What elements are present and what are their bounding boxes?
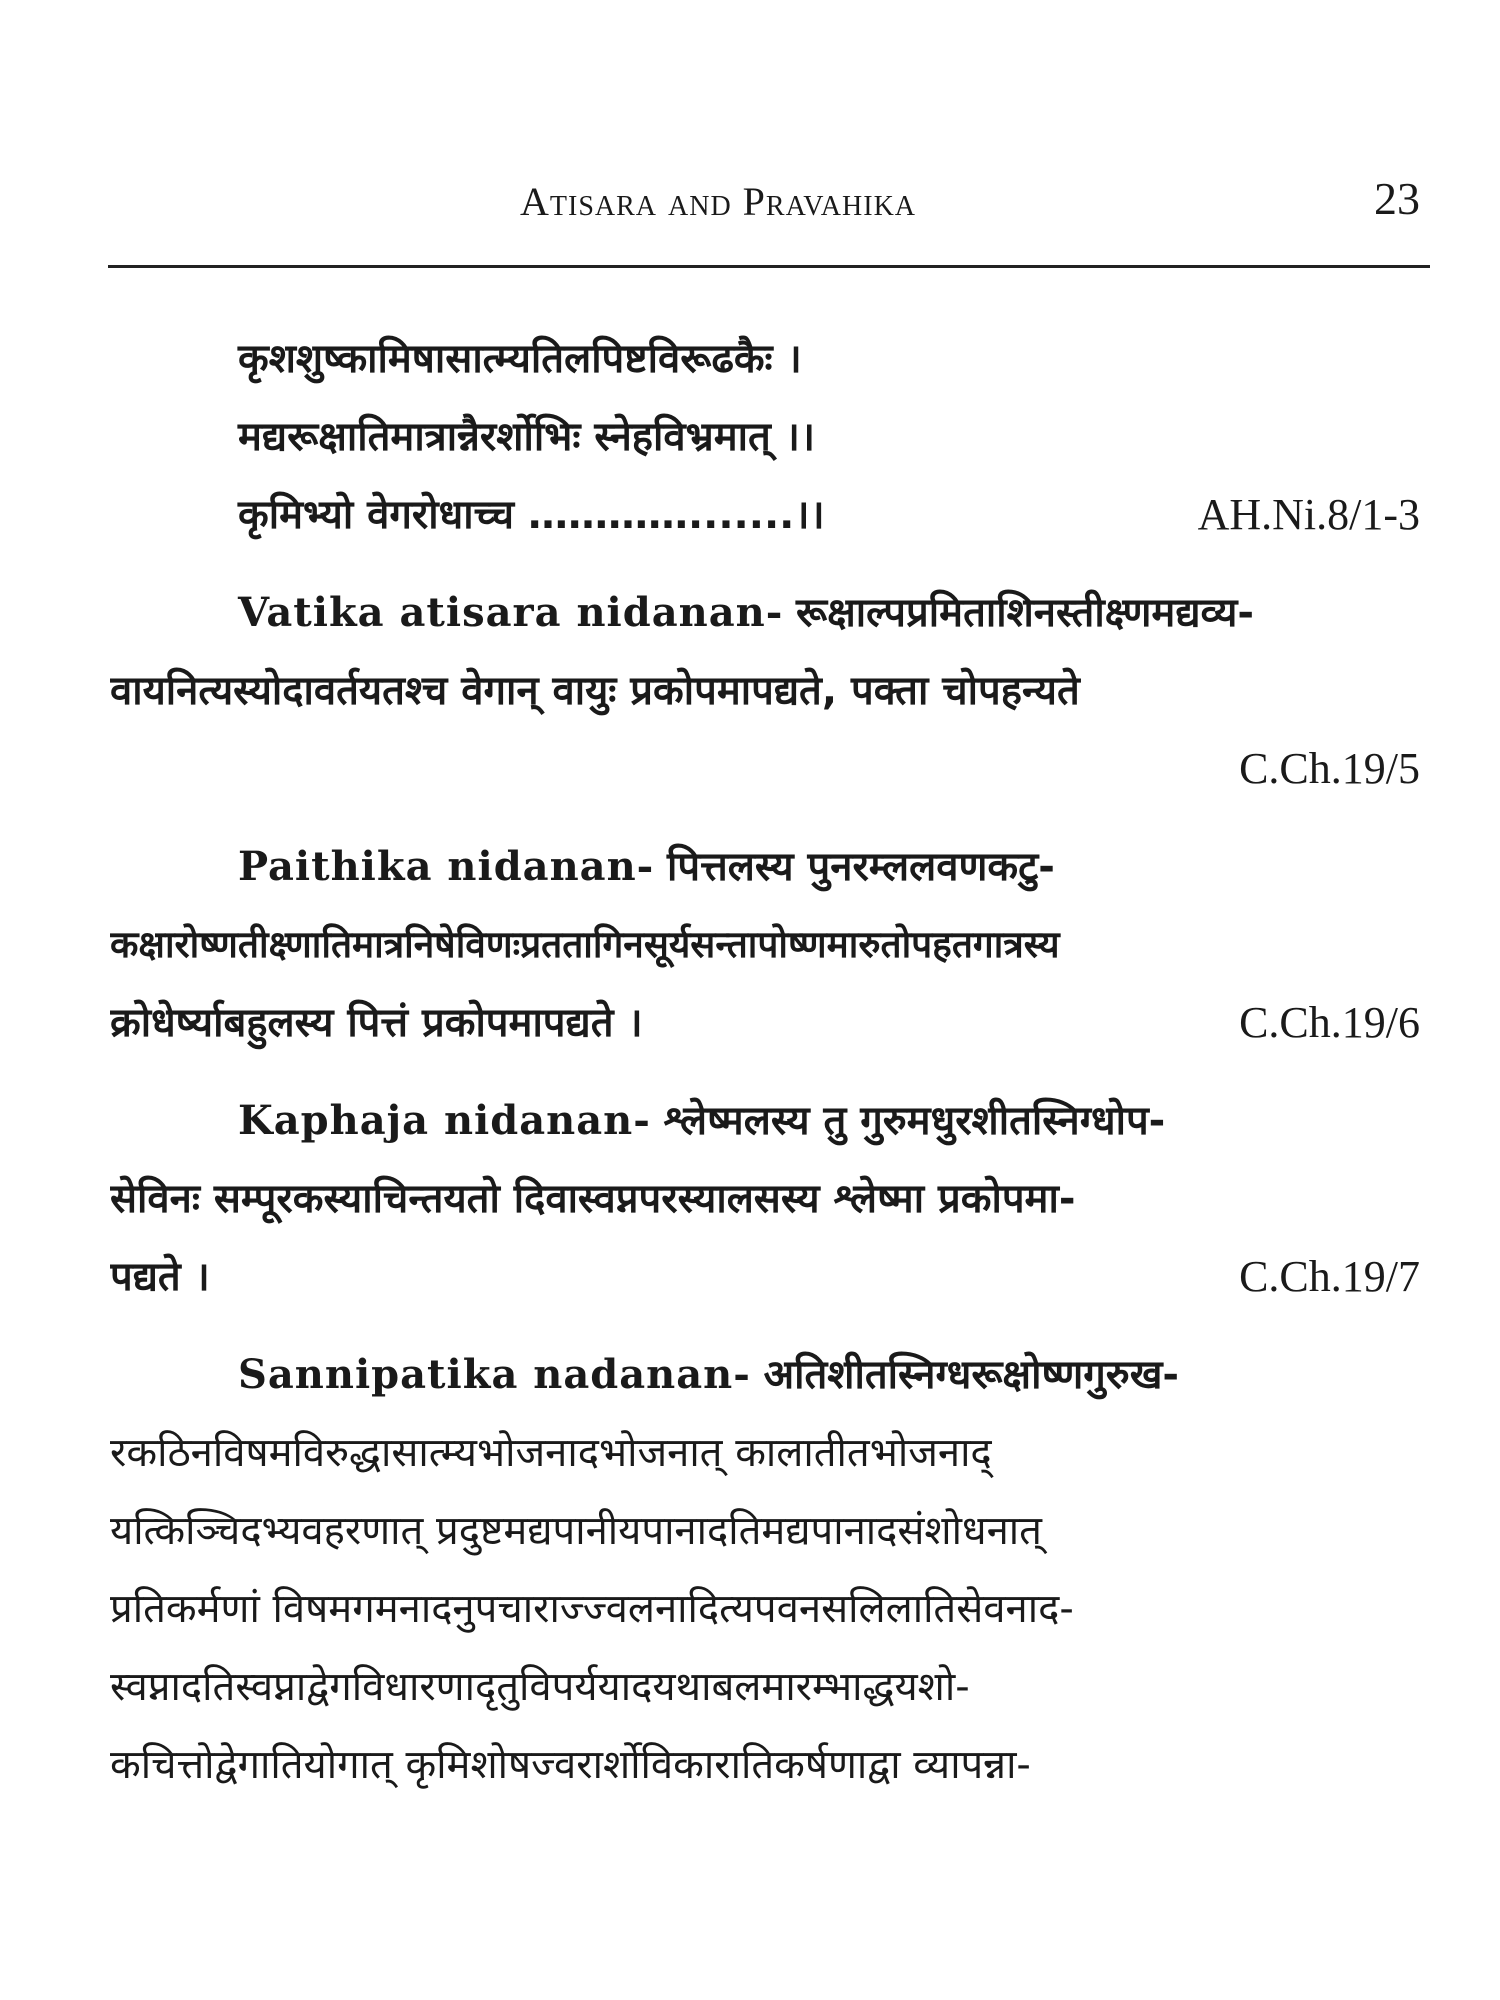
running-title: Atisara and Pravahika xyxy=(520,179,917,224)
section-kaphaja-first-line xyxy=(110,1082,1430,1160)
section-line xyxy=(110,1648,1430,1726)
verse-line xyxy=(110,320,1430,398)
section-text: स्वप्नादतिस्वप्नाद्वेगविधारणादृतुविपर्ययादयथाबलमारम्भाद्धयशो- xyxy=(110,1664,970,1710)
section-text: पित्तलस्य पुनरम्ललवणकटु- xyxy=(667,844,1055,890)
header-rule xyxy=(108,265,1430,268)
section-sannipatika-first-line xyxy=(110,1336,1430,1414)
page-number: 23 xyxy=(1374,173,1420,224)
section-line xyxy=(110,1414,1430,1492)
verse-text: कृमिभ्यो वेगरोधाच्च ………….......।। xyxy=(238,492,825,538)
section-line xyxy=(110,1726,1430,1804)
section-reference: C.Ch.19/7 xyxy=(1239,1252,1420,1301)
verse-reference: AH.Ni.8/1-3 xyxy=(1197,490,1420,539)
section-label: Kaphaja nidanan- xyxy=(238,1097,651,1144)
section-ref-line xyxy=(110,730,1430,808)
page-header xyxy=(110,173,1430,248)
verse-line xyxy=(110,476,1430,554)
section-reference: C.Ch.19/5 xyxy=(1239,744,1420,793)
section-reference: C.Ch.19/6 xyxy=(1239,998,1420,1047)
section-line xyxy=(110,984,1430,1062)
section-text: रकठिनविषमविरुद्धासात्म्यभोजनादभोजनात् कालातीतभोजनाद् xyxy=(110,1430,992,1476)
section-line xyxy=(110,1492,1430,1570)
section-line xyxy=(110,1160,1430,1238)
section-text: प्रतिकर्मणां विषमगमनादनुपचाराज्ज्वलनादित्यपवनसलिलातिसेवनाद- xyxy=(110,1586,1074,1632)
section-text: वायनित्यस्योदावर्तयतश्च वेगान् वायुः प्रकोपमापद्यते, पक्ता चोपहन्यते xyxy=(110,668,1080,714)
section-line xyxy=(110,906,1430,984)
section-vatika-first-line xyxy=(110,574,1430,652)
section-text: सेविनः सम्पूरकस्याचिन्तयतो दिवास्वप्नपरस्यालसस्य श्लेष्मा प्रकोपमा- xyxy=(110,1176,1076,1222)
section-label: Vatika atisara nidanan- xyxy=(238,589,784,636)
section-line xyxy=(110,1570,1430,1648)
section-paithika-first-line xyxy=(110,828,1430,906)
section-text: कक्षारोष्णतीक्ष्णातिमात्रनिषेविणःप्रततागिनसूर्यसन्तापोष्णमारुतोपहतगात्रस्य xyxy=(110,923,1060,966)
section-text: कचित्तोद्वेगातियोगात् कृमिशोषज्वरार्शोविकारातिकर्षणाद्वा व्यापन्ना- xyxy=(110,1742,1031,1788)
body-text xyxy=(110,320,1430,1804)
verse-text: मद्यरूक्षातिमात्रान्नैरर्शोभिः स्नेहविभ्रमात् ।। xyxy=(238,414,816,460)
verse-line xyxy=(110,398,1430,476)
section-text: यत्किञ्चिदभ्यवहरणात् प्रदुष्टमद्यपानीयपानादतिमद्यपानादसंशोधनात् xyxy=(110,1508,1042,1554)
section-text: क्रोधेर्ष्याबहुलस्य पित्तं प्रकोपमापद्यते । xyxy=(110,1000,643,1046)
verse-text: कृशशुष्कामिषासात्म्यतिलपिष्टविरूढकैः । xyxy=(238,336,802,382)
section-label: Paithika nidanan- xyxy=(238,843,655,890)
section-text: अतिशीतस्निग्धरूक्षोष्णगुरुख- xyxy=(763,1352,1180,1398)
section-label: Sannipatika nadanan- xyxy=(238,1351,751,1398)
section-line xyxy=(110,652,1430,730)
section-text: रूक्षाल्पप्रमिताशिनस्तीक्ष्णमद्यव्य- xyxy=(796,590,1255,636)
section-text: श्लेष्मलस्य तु गुरुमधुरशीतस्निग्धोप- xyxy=(663,1098,1166,1144)
section-text: पद्यते । xyxy=(110,1254,210,1300)
section-line xyxy=(110,1238,1430,1316)
